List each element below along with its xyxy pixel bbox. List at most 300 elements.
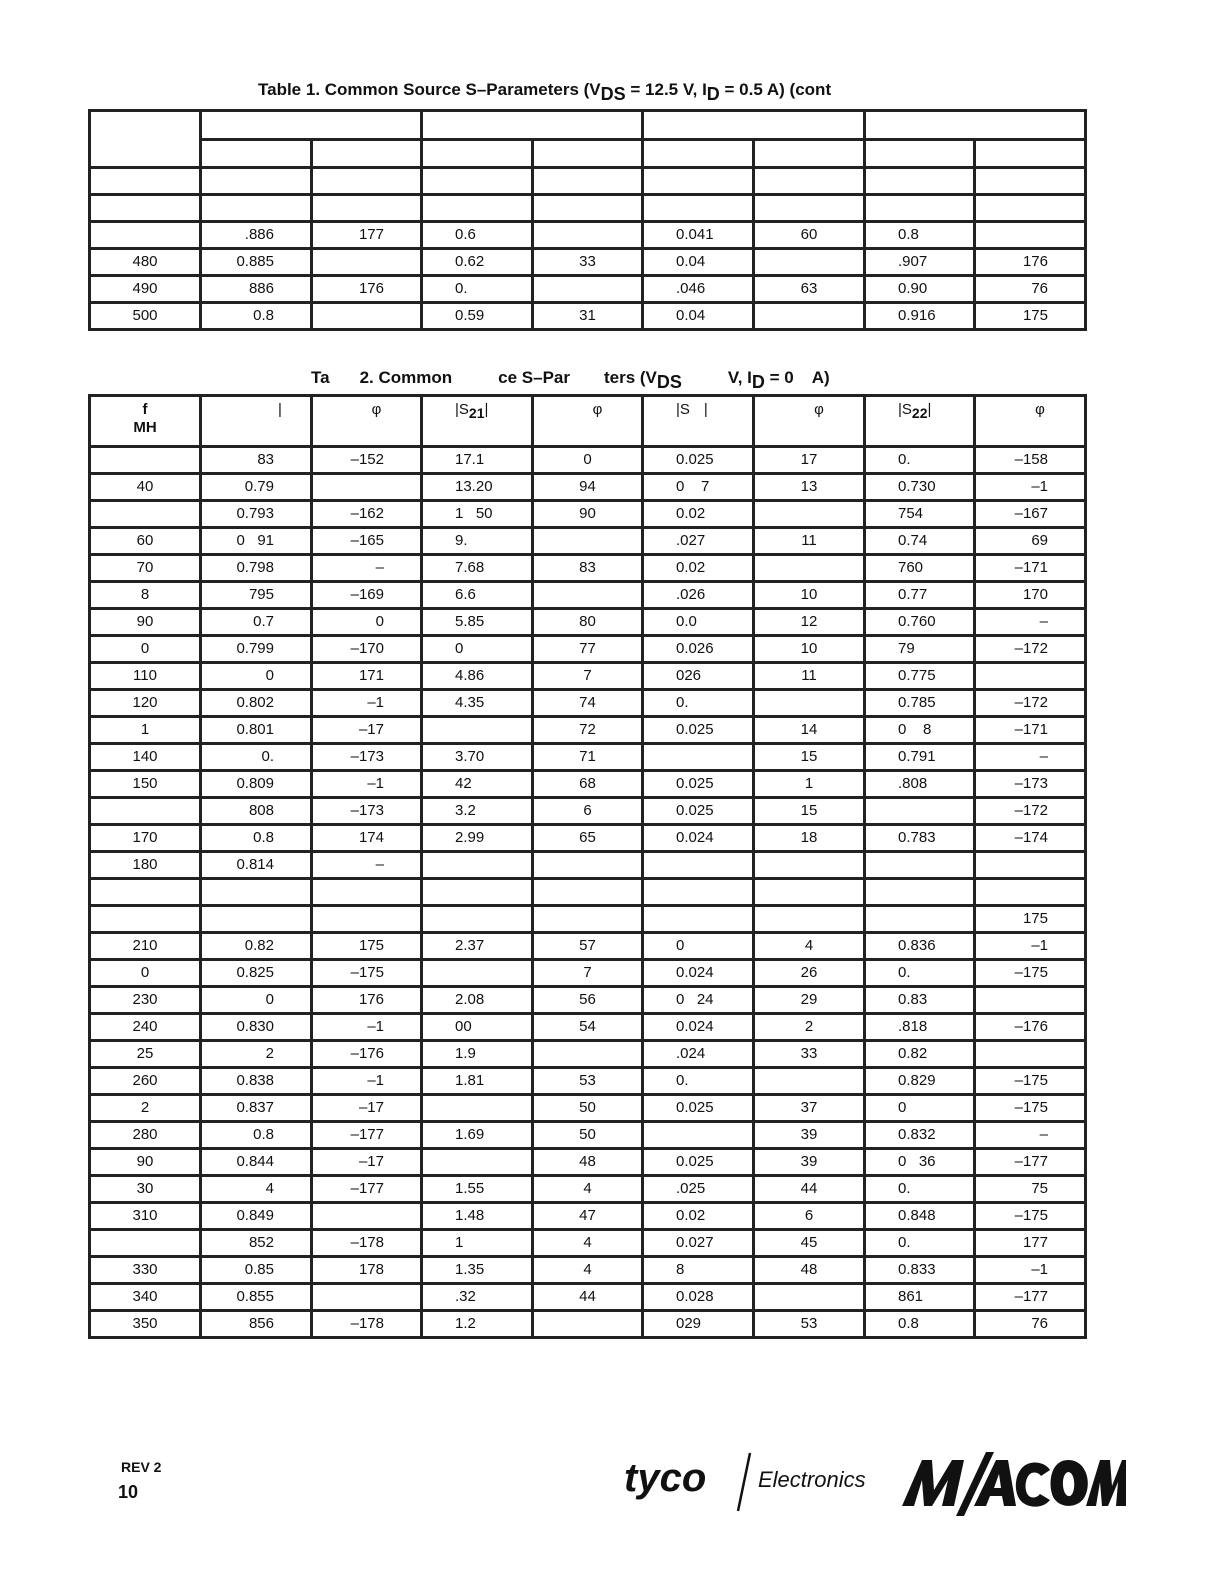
table-row <box>90 771 1086 798</box>
cell-s22-mag: 0.760 <box>865 609 975 636</box>
cell-s11-angle: –175 <box>312 960 422 987</box>
cell-s22-angle: 69 <box>975 528 1086 555</box>
cell-freq: 0 <box>90 960 201 987</box>
table-row <box>90 195 1086 222</box>
cell-s12-angle: 39 <box>754 1122 865 1149</box>
cell-s21-angle: 4 <box>533 1230 643 1257</box>
header-phi: φ <box>754 396 865 447</box>
cell-s21-angle: 71 <box>533 744 643 771</box>
cell-s11-angle <box>312 474 422 501</box>
cell-s22-mag: 0.82 <box>865 1041 975 1068</box>
cell-s11-mag: 2 <box>201 1041 312 1068</box>
page-number: 10 <box>118 1482 139 1502</box>
cell-s22-mag: 0.8 <box>865 222 975 249</box>
cell-s11-angle: –162 <box>312 501 422 528</box>
table-row <box>90 636 1086 663</box>
cell-s11-angle: –176 <box>312 1041 422 1068</box>
header-cell <box>643 139 754 168</box>
cell-s11-angle: –152 <box>312 447 422 474</box>
cell-s22-mag: 0 8 <box>865 717 975 744</box>
cell-s21-angle: 72 <box>533 717 643 744</box>
cell-s21-mag <box>422 960 533 987</box>
cell-s21-angle: 31 <box>533 303 643 330</box>
cell-s21-mag: 0 <box>422 636 533 663</box>
cell-s11-mag: 795 <box>201 582 312 609</box>
table-row <box>90 474 1086 501</box>
cell-s21-angle: 48 <box>533 1149 643 1176</box>
cell-s21-mag <box>422 1095 533 1122</box>
cell-s11-mag: 0.793 <box>201 501 312 528</box>
header-phi: φ <box>533 396 643 447</box>
cell-s11-mag: 0.855 <box>201 1284 312 1311</box>
cell-s11-angle: –169 <box>312 582 422 609</box>
cell-s22-angle: – <box>975 1122 1086 1149</box>
cell-s12-angle: 12 <box>754 609 865 636</box>
cell-s22-mag <box>865 852 975 879</box>
cell-freq: 0 <box>90 636 201 663</box>
cell-s12-angle: 13 <box>754 474 865 501</box>
cell-s22-angle: –172 <box>975 798 1086 825</box>
cell-s12-mag: 0.025 <box>643 1095 754 1122</box>
cell-s21-angle <box>533 276 643 303</box>
cell-s22-mag: .808 <box>865 771 975 798</box>
cell-freq: 8 <box>90 582 201 609</box>
cell-s12-mag: 026 <box>643 663 754 690</box>
cell-freq: 310 <box>90 1203 201 1230</box>
cell-s22-mag: 79 <box>865 636 975 663</box>
cell-s22-mag: 0.90 <box>865 276 975 303</box>
cell-s12-angle: 18 <box>754 825 865 852</box>
cell-s11-angle: –177 <box>312 1176 422 1203</box>
cell-s11-angle: –17 <box>312 717 422 744</box>
header-cell <box>865 111 1086 140</box>
cell-s22-angle <box>975 852 1086 879</box>
cell-s12-mag: 0.02 <box>643 1203 754 1230</box>
cell-s22-angle: 177 <box>975 1230 1086 1257</box>
cell-freq: 40 <box>90 474 201 501</box>
table-row <box>90 1203 1086 1230</box>
cell-s21-angle: 50 <box>533 1122 643 1149</box>
cell-freq: 490 <box>90 276 201 303</box>
cell-s12-mag: 0.02 <box>643 555 754 582</box>
cell-s11-mag: 0 91 <box>201 528 312 555</box>
cell-s11-mag: 0.8 <box>201 825 312 852</box>
cell-s11-mag: 808 <box>201 798 312 825</box>
cell-s11-mag: 0.8 <box>201 303 312 330</box>
cell-s12-angle: 53 <box>754 1311 865 1338</box>
cell-s12-angle: 60 <box>754 222 865 249</box>
cell-s21-angle: 74 <box>533 690 643 717</box>
cell-s12-angle: 45 <box>754 1230 865 1257</box>
cell-s22-angle: –167 <box>975 501 1086 528</box>
cell-s21-angle: 54 <box>533 1014 643 1041</box>
cell-s22-angle <box>975 987 1086 1014</box>
cell-s21-mag: 7.68 <box>422 555 533 582</box>
cell-s12-mag: 0.02 <box>643 501 754 528</box>
cell-s22-mag: 760 <box>865 555 975 582</box>
cell-freq: 110 <box>90 663 201 690</box>
cell-s12-angle: 2 <box>754 1014 865 1041</box>
cell-s11-mag: 0.802 <box>201 690 312 717</box>
table-row <box>90 1014 1086 1041</box>
cell-s11-angle: 174 <box>312 825 422 852</box>
electronics-wordmark: Electronics <box>758 1467 866 1492</box>
cell-s11-angle: 176 <box>312 276 422 303</box>
cell-s22-angle: –1 <box>975 933 1086 960</box>
cell-s22-mag: 0. <box>865 1230 975 1257</box>
cell-s21-angle: 6 <box>533 798 643 825</box>
cell-freq: 210 <box>90 933 201 960</box>
cell-s12-mag <box>643 1122 754 1149</box>
cell-s22-mag: 0.848 <box>865 1203 975 1230</box>
cell-s21-mag <box>422 852 533 879</box>
table-row <box>90 717 1086 744</box>
cell-s22-angle <box>975 222 1086 249</box>
cell-s21-mag: 6.6 <box>422 582 533 609</box>
table-row <box>90 1041 1086 1068</box>
cell-s21-mag <box>422 906 533 933</box>
cell-s22-angle: – <box>975 744 1086 771</box>
table-row <box>90 1176 1086 1203</box>
cell-s12-mag: 0.024 <box>643 1014 754 1041</box>
cell-s11-angle <box>312 906 422 933</box>
cell-s11-angle: 178 <box>312 1257 422 1284</box>
table-row <box>90 744 1086 771</box>
cell-s22-mag: 0.77 <box>865 582 975 609</box>
cell-s22-mag: 0.916 <box>865 303 975 330</box>
cell-s22-mag: 0.775 <box>865 663 975 690</box>
cell-s12-angle: 39 <box>754 1149 865 1176</box>
cell-s11-mag: 852 <box>201 1230 312 1257</box>
cell-s11-angle <box>312 303 422 330</box>
cell-s22-angle: –177 <box>975 1149 1086 1176</box>
cell-s22-mag: 0 <box>865 1095 975 1122</box>
cell-s12-mag: 029 <box>643 1311 754 1338</box>
cell-s12-mag: 0 24 <box>643 987 754 1014</box>
cell-s12-mag: 0.026 <box>643 636 754 663</box>
cell-s21-mag: 0.6 <box>422 222 533 249</box>
cell-s21-angle <box>533 528 643 555</box>
table-row <box>90 933 1086 960</box>
cell-s22-angle <box>975 1041 1086 1068</box>
cell-s11-angle: –178 <box>312 1230 422 1257</box>
cell-freq: 70 <box>90 555 201 582</box>
cell-s21-angle: 56 <box>533 987 643 1014</box>
cell-s11-angle: –1 <box>312 690 422 717</box>
cell-s22-mag: 0 36 <box>865 1149 975 1176</box>
cell-s11-angle <box>312 1284 422 1311</box>
cell-s12-angle: 1 <box>754 771 865 798</box>
table-row <box>90 825 1086 852</box>
cell-s21-mag: 13.20 <box>422 474 533 501</box>
cell-s22-mag: 0.783 <box>865 825 975 852</box>
table-row <box>90 987 1086 1014</box>
cell-s21-angle <box>533 879 643 906</box>
cell-s22-angle: –1 <box>975 474 1086 501</box>
cell-s22-angle: 76 <box>975 276 1086 303</box>
cell-s12-angle: 37 <box>754 1095 865 1122</box>
cell-s21-angle: 50 <box>533 1095 643 1122</box>
cell-s21-angle: 57 <box>533 933 643 960</box>
cell-s12-angle: 14 <box>754 717 865 744</box>
revision-label: REV 2 <box>121 1459 162 1475</box>
cell-s12-angle: 6 <box>754 1203 865 1230</box>
cell-s12-angle <box>754 852 865 879</box>
cell-s12-angle: 11 <box>754 663 865 690</box>
cell-s11-mag: 0.798 <box>201 555 312 582</box>
cell-s12-angle <box>754 1068 865 1095</box>
table-row <box>90 1122 1086 1149</box>
cell-s11-mag: 0.837 <box>201 1095 312 1122</box>
header-phi: φ <box>312 396 422 447</box>
cell-s21-angle: 0 <box>533 447 643 474</box>
cell-s11-mag: 0.799 <box>201 636 312 663</box>
cell-s22-mag <box>865 798 975 825</box>
cell-s12-angle <box>754 555 865 582</box>
table-row <box>90 1257 1086 1284</box>
cell-s21-mag: 4.86 <box>422 663 533 690</box>
cell-s21-angle <box>533 852 643 879</box>
cell-freq: 350 <box>90 1311 201 1338</box>
header-s22: $|S_{22}|$ <box>865 396 975 447</box>
cell-freq: 260 <box>90 1068 201 1095</box>
cell-s11-mag: 0.885 <box>201 249 312 276</box>
cell-s21-angle: 65 <box>533 825 643 852</box>
cell-s12-mag: .024 <box>643 1041 754 1068</box>
cell-s11-angle: –178 <box>312 1311 422 1338</box>
table-row <box>90 663 1086 690</box>
cell-s11-angle: –17 <box>312 1149 422 1176</box>
cell-s12-angle: 4 <box>754 933 865 960</box>
cell-freq: 150 <box>90 771 201 798</box>
cell-s21-angle: 80 <box>533 609 643 636</box>
cell-s21-mag: 1.81 <box>422 1068 533 1095</box>
cell-s22-mag: .818 <box>865 1014 975 1041</box>
cell-s21-mag: 9. <box>422 528 533 555</box>
cell-s22-mag: 0.83 <box>865 987 975 1014</box>
header-s11: | <box>201 396 312 447</box>
cell-s12-mag <box>643 879 754 906</box>
cell-s21-mag: 1.55 <box>422 1176 533 1203</box>
header-cell <box>865 139 975 168</box>
cell-s12-mag: .025 <box>643 1176 754 1203</box>
header-phi: φ <box>975 396 1086 447</box>
cell-s21-mag: 42 <box>422 771 533 798</box>
cell-s22-angle: –172 <box>975 636 1086 663</box>
cell-s21-mag <box>422 1149 533 1176</box>
cell-freq: 340 <box>90 1284 201 1311</box>
table-row <box>90 1095 1086 1122</box>
cell-s21-mag: 2.08 <box>422 987 533 1014</box>
cell-s11-mag: 0.8 <box>201 1122 312 1149</box>
cell-s11-angle: –1 <box>312 771 422 798</box>
cell-s22-angle: 176 <box>975 249 1086 276</box>
cell-s11-mag <box>201 879 312 906</box>
cell-s11-angle: –165 <box>312 528 422 555</box>
cell-s22-mag: 0. <box>865 447 975 474</box>
cell-s12-mag: 0 <box>643 933 754 960</box>
cell-s12-angle: 15 <box>754 744 865 771</box>
cell-s22-mag: 0.836 <box>865 933 975 960</box>
cell-freq <box>90 501 201 528</box>
cell-s12-mag: 8 <box>643 1257 754 1284</box>
table-row <box>90 276 1086 303</box>
cell-s12-angle: 48 <box>754 1257 865 1284</box>
cell-s21-mag: 3.70 <box>422 744 533 771</box>
table-row <box>90 582 1086 609</box>
cell-s12-angle: 10 <box>754 636 865 663</box>
cell-s21-angle: 44 <box>533 1284 643 1311</box>
header-cell <box>754 139 865 168</box>
cell-s11-mag: 0.825 <box>201 960 312 987</box>
macom-logo <box>900 1450 1126 1520</box>
cell-s22-angle: –1 <box>975 1257 1086 1284</box>
cell-s22-angle <box>975 879 1086 906</box>
cell-s11-angle: –173 <box>312 798 422 825</box>
cell-s11-angle: –177 <box>312 1122 422 1149</box>
table-row <box>90 555 1086 582</box>
table1 <box>88 109 1087 331</box>
cell-s12-angle: 29 <box>754 987 865 1014</box>
cell-s11-mag: 886 <box>201 276 312 303</box>
cell-s11-mag: 0.82 <box>201 933 312 960</box>
cell-s12-mag: .046 <box>643 276 754 303</box>
cell-freq: 25 <box>90 1041 201 1068</box>
cell-s22-angle: –174 <box>975 825 1086 852</box>
cell-s21-mag <box>422 717 533 744</box>
cell-s21-mag: 0.59 <box>422 303 533 330</box>
cell-s21-mag: 1.35 <box>422 1257 533 1284</box>
table-row <box>90 168 1086 195</box>
header-cell <box>422 111 643 140</box>
cell-s11-mag: 0.801 <box>201 717 312 744</box>
cell-freq: 120 <box>90 690 201 717</box>
cell-s12-mag: 0.024 <box>643 960 754 987</box>
table-row <box>90 1068 1086 1095</box>
cell-s11-angle: 175 <box>312 933 422 960</box>
cell-freq <box>90 906 201 933</box>
cell-s22-angle: –175 <box>975 1095 1086 1122</box>
header-cell <box>90 111 201 168</box>
cell-s21-mag: 1 <box>422 1230 533 1257</box>
cell-s11-angle: –1 <box>312 1068 422 1095</box>
cell-s12-angle <box>754 249 865 276</box>
cell-s22-angle: 76 <box>975 1311 1086 1338</box>
cell-s12-mag: 0.041 <box>643 222 754 249</box>
cell-freq: 90 <box>90 1149 201 1176</box>
cell-s22-mag <box>865 879 975 906</box>
table-row <box>90 609 1086 636</box>
cell-s12-angle <box>754 879 865 906</box>
cell-s11-angle: – <box>312 555 422 582</box>
cell-freq: 90 <box>90 609 201 636</box>
cell-s22-mag: .907 <box>865 249 975 276</box>
cell-s12-angle: 44 <box>754 1176 865 1203</box>
cell-s11-mag: 856 <box>201 1311 312 1338</box>
cell-s21-mag: 17.1 <box>422 447 533 474</box>
cell-s11-mag: 0.85 <box>201 1257 312 1284</box>
cell-s21-mag <box>422 879 533 906</box>
cell-s11-angle: 177 <box>312 222 422 249</box>
cell-s11-mag: 0.814 <box>201 852 312 879</box>
cell-freq: 30 <box>90 1176 201 1203</box>
cell-s11-mag: 0.809 <box>201 771 312 798</box>
cell-s21-mag: 1 50 <box>422 501 533 528</box>
header-cell <box>975 139 1086 168</box>
cell-s11-mag: 83 <box>201 447 312 474</box>
cell-freq: 60 <box>90 528 201 555</box>
table-row <box>90 1230 1086 1257</box>
macom-wordmark: M/A-COM <box>900 1450 905 1451</box>
cell-s21-angle: 4 <box>533 1176 643 1203</box>
cell-s22-mag: 0.833 <box>865 1257 975 1284</box>
cell-s11-mag: 0 <box>201 663 312 690</box>
cell-s22-angle: –177 <box>975 1284 1086 1311</box>
cell-freq: 170 <box>90 825 201 852</box>
table-row <box>90 249 1086 276</box>
cell-s21-angle <box>533 222 643 249</box>
cell-s12-mag: 0 7 <box>643 474 754 501</box>
tyco-electronics-logo <box>622 1447 882 1513</box>
cell-s22-angle: 75 <box>975 1176 1086 1203</box>
cell-s12-mag: 0. <box>643 1068 754 1095</box>
tyco-wordmark: tyco <box>624 1456 707 1500</box>
cell-freq <box>90 1230 201 1257</box>
cell-s12-angle <box>754 690 865 717</box>
cell-s21-mag: 00 <box>422 1014 533 1041</box>
cell-freq: 2 <box>90 1095 201 1122</box>
cell-s12-mag: .026 <box>643 582 754 609</box>
header-cell <box>643 111 865 140</box>
cell-s11-mag <box>201 906 312 933</box>
cell-s21-angle: 83 <box>533 555 643 582</box>
cell-s21-angle <box>533 1311 643 1338</box>
cell-s11-mag: 0. <box>201 744 312 771</box>
table-row <box>90 1284 1086 1311</box>
cell-s11-mag: 0.7 <box>201 609 312 636</box>
cell-s12-mag: .027 <box>643 528 754 555</box>
cell-s11-angle: –170 <box>312 636 422 663</box>
cell-s12-angle: 17 <box>754 447 865 474</box>
cell-s21-angle: 47 <box>533 1203 643 1230</box>
table2 <box>88 394 1087 1339</box>
table-row <box>90 690 1086 717</box>
cell-s22-angle: 170 <box>975 582 1086 609</box>
cell-s22-angle: –171 <box>975 555 1086 582</box>
header-cell <box>533 139 643 168</box>
header-cell <box>201 139 312 168</box>
cell-s11-mag: 0.844 <box>201 1149 312 1176</box>
cell-s12-mag: 0.04 <box>643 249 754 276</box>
cell-s21-angle: 90 <box>533 501 643 528</box>
cell-freq: 1 <box>90 717 201 744</box>
table-row <box>90 501 1086 528</box>
cell-s12-angle: 10 <box>754 582 865 609</box>
cell-s21-angle <box>533 906 643 933</box>
cell-s12-mag: 0.025 <box>643 717 754 744</box>
cell-s21-mag: 3.2 <box>422 798 533 825</box>
header-freq: f MH <box>90 396 201 447</box>
cell-s12-mag: 0. <box>643 690 754 717</box>
cell-s12-mag: 0.024 <box>643 825 754 852</box>
cell-s21-mag: 0.62 <box>422 249 533 276</box>
cell-s11-mag: 0.838 <box>201 1068 312 1095</box>
header-cell <box>312 139 422 168</box>
cell-s22-mag: 0.791 <box>865 744 975 771</box>
cell-s12-angle <box>754 1284 865 1311</box>
table-row <box>90 906 1086 933</box>
cell-s21-mag: .32 <box>422 1284 533 1311</box>
